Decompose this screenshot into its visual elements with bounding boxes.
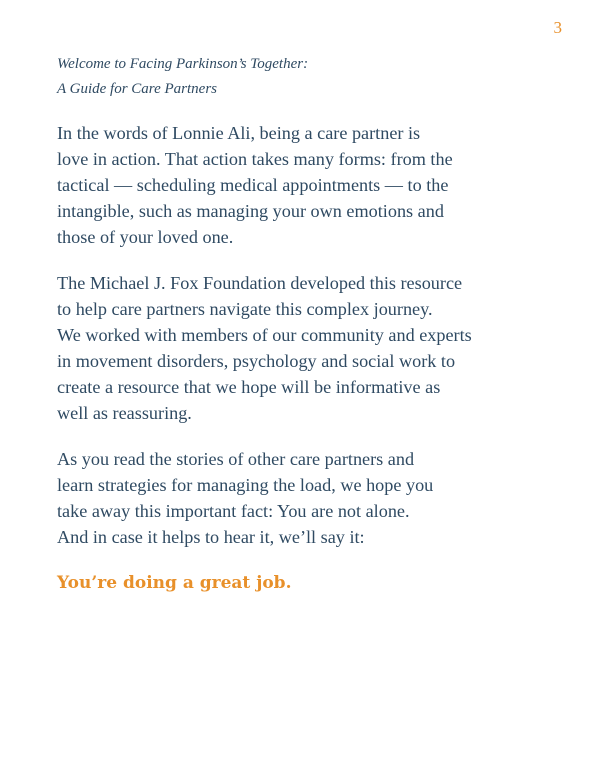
- page-number: 3: [553, 18, 562, 37]
- paragraph-line: tactical — scheduling medical appointments — to the: [57, 175, 449, 195]
- paragraph-1: [57, 120, 577, 250]
- paragraph-line: intangible, such as managing your own emotions and: [57, 201, 444, 221]
- paragraph-line: to help care partners navigate this complex journey.: [57, 299, 433, 319]
- paragraph-line: We worked with members of our community and experts: [57, 325, 472, 345]
- paragraph-line: create a resource that we hope will be informative as: [57, 377, 441, 397]
- closing-statement: You’re doing a great job.: [57, 573, 292, 593]
- paragraph-line: The Michael J. Fox Foundation developed this resource: [57, 273, 463, 293]
- intro-line-1: Welcome to Facing Parkinson’s Together:: [57, 56, 309, 72]
- body-text: [57, 120, 577, 596]
- intro-heading: [57, 52, 557, 102]
- paragraph-2: [57, 270, 577, 426]
- intro-line-2: A Guide for Care Partners: [57, 81, 217, 97]
- paragraph-line: in movement disorders, psychology and social work to: [57, 351, 456, 371]
- paragraph-line: those of your loved one.: [57, 227, 234, 247]
- paragraph-line: learn strategies for managing the load, we hope you: [57, 475, 434, 495]
- paragraph-line: well as reassuring.: [57, 403, 192, 423]
- paragraph-line: As you read the stories of other care partners and: [57, 449, 415, 469]
- paragraph-line: take away this important fact: You are not alone.: [57, 501, 410, 521]
- paragraph-line: And in case it helps to hear it, we’ll say it:: [57, 527, 365, 547]
- paragraph-line: love in action. That action takes many forms: from the: [57, 149, 453, 169]
- paragraph-3: [57, 446, 577, 550]
- paragraph-line: In the words of Lonnie Ali, being a care partner is: [57, 123, 421, 143]
